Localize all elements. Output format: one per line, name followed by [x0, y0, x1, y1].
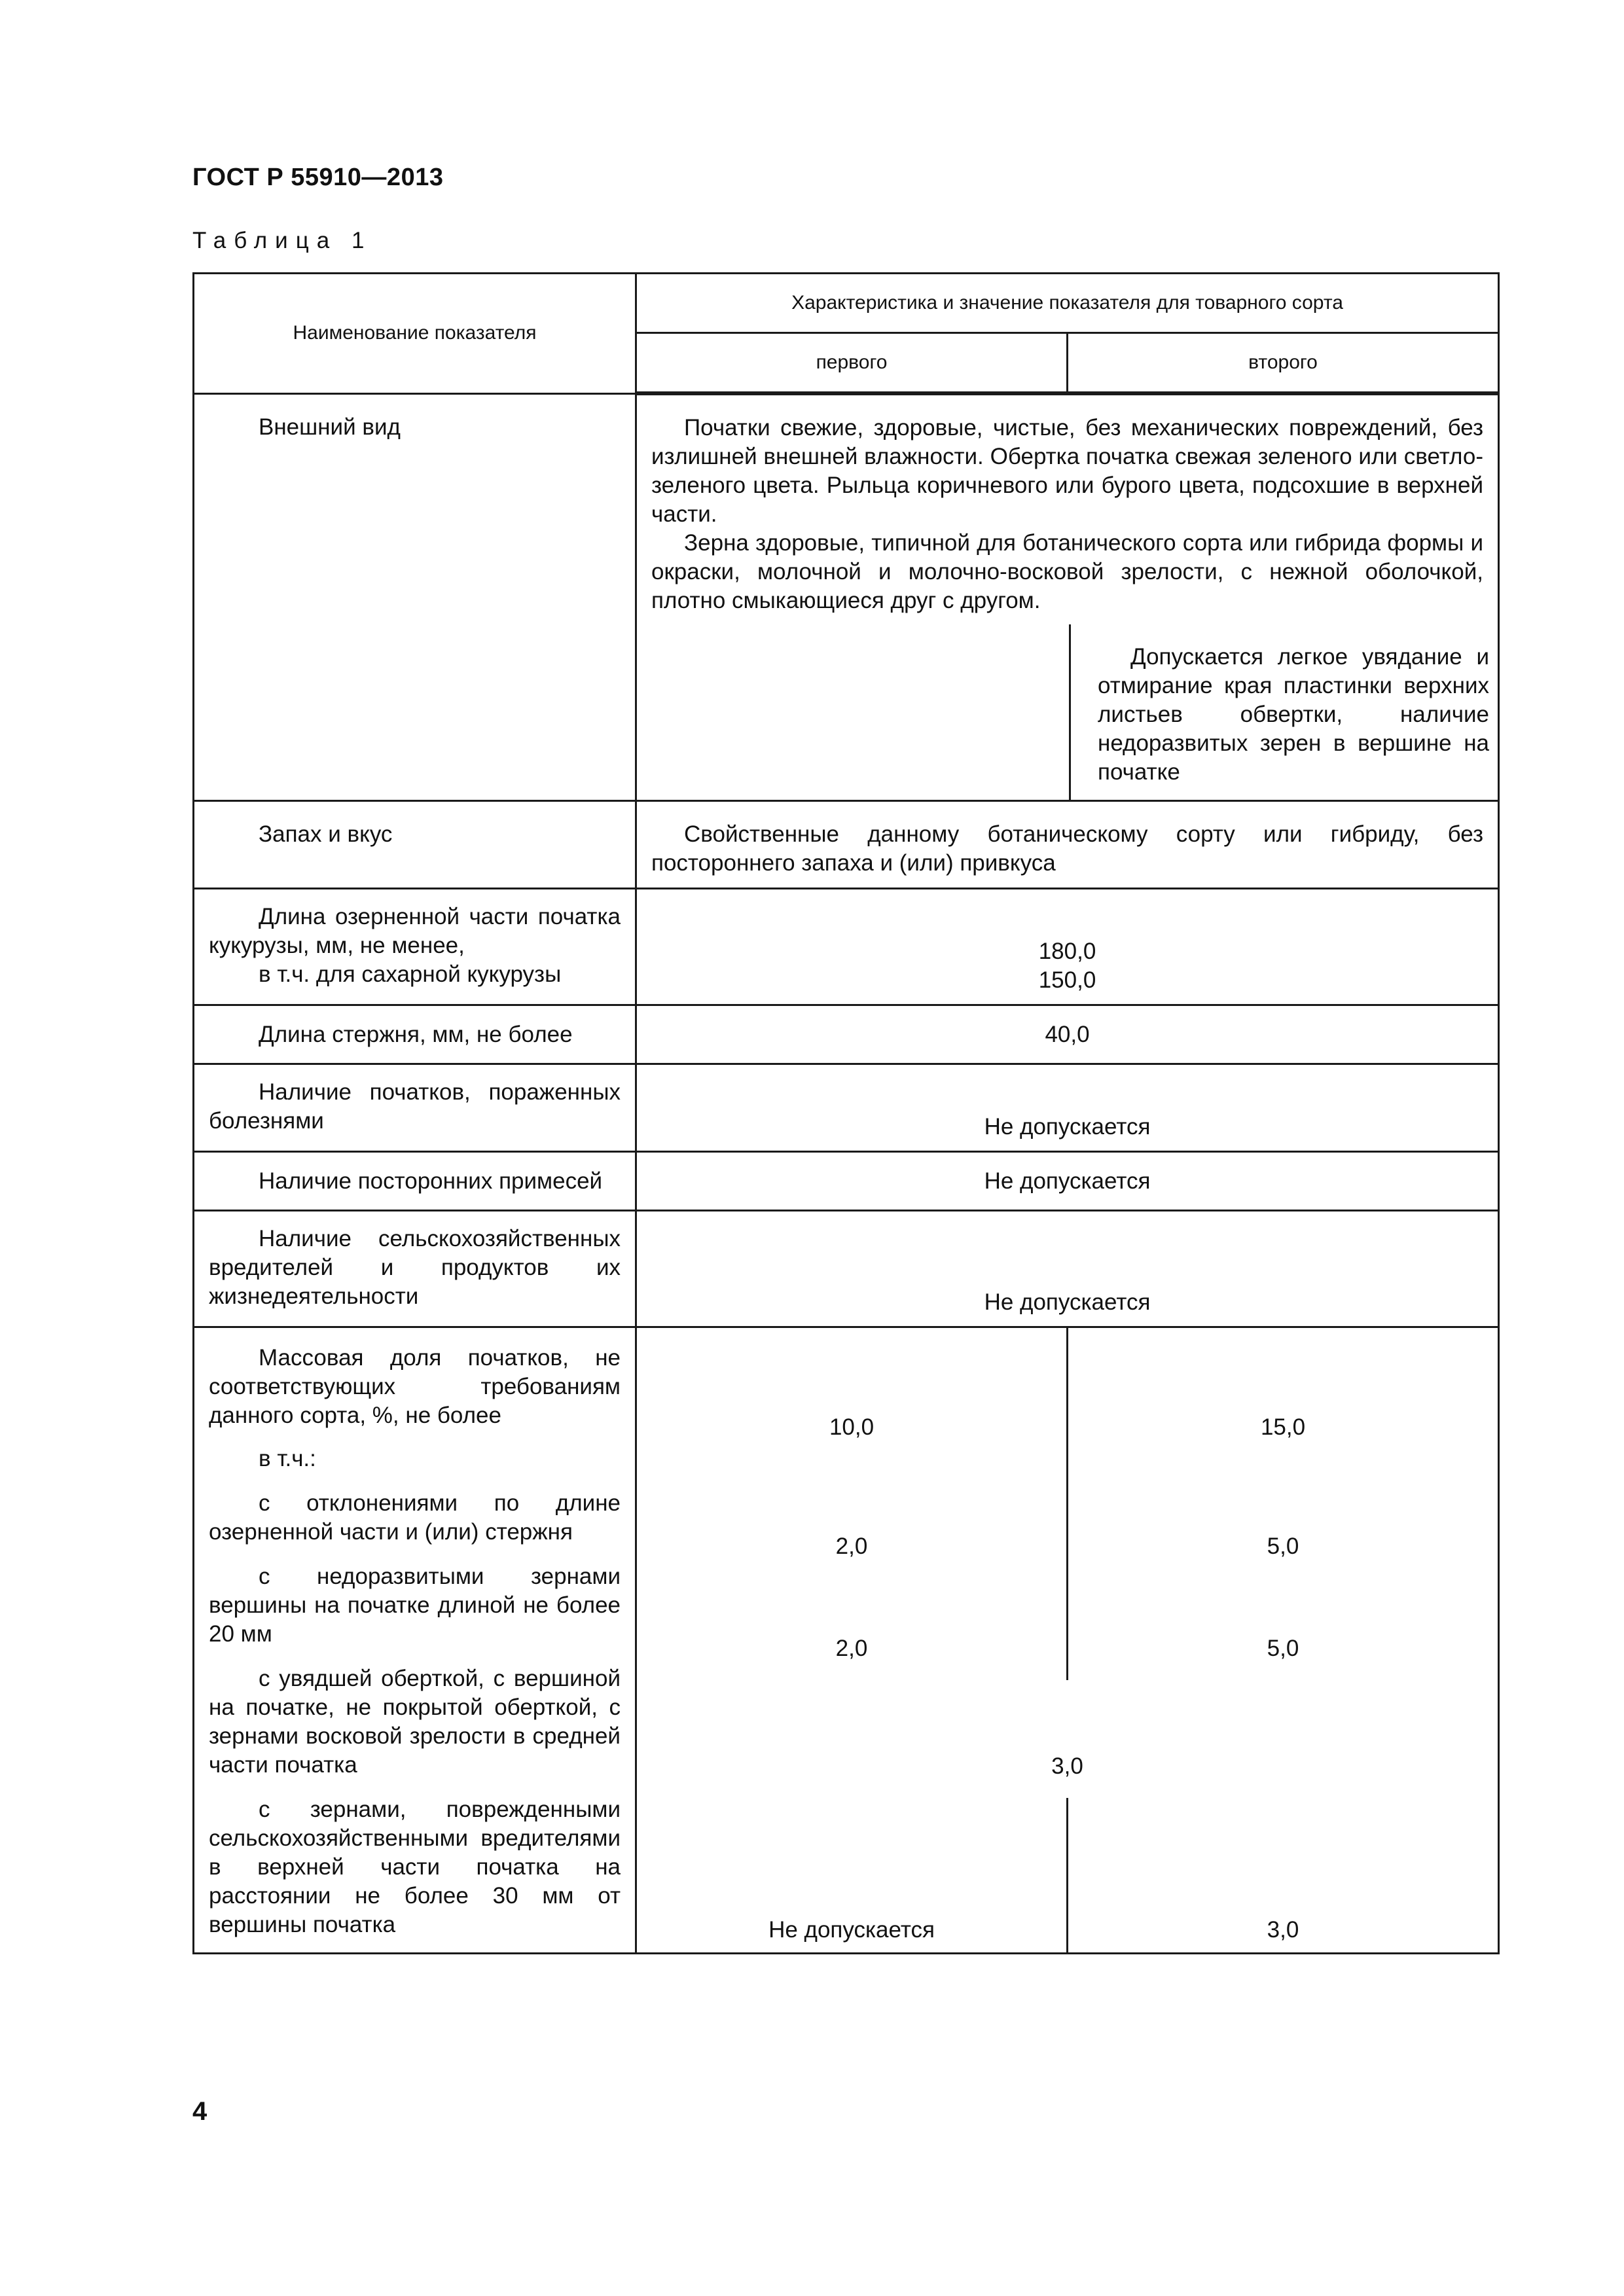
header-characteristic: Характеристика и значение показателя для товарного сорта: [636, 274, 1499, 333]
mass-including-label: в т.ч.:: [259, 1446, 316, 1471]
mass-grade1: 10,0: [829, 1414, 875, 1440]
row-name-impurities: Наличие посторонних примесей: [259, 1168, 603, 1194]
deviation-grade2: 5,0: [1267, 1534, 1299, 1559]
row-name-length-sweet: в т.ч. для сахарной кукурузы: [259, 961, 562, 987]
header-grade-second: второго: [1068, 333, 1499, 394]
length-value-2: 150,0: [1038, 967, 1096, 993]
rod-value: 40,0: [636, 1005, 1499, 1064]
row-name-length: Длина озерненной части початка кукурузы, мм, не менее,: [209, 904, 621, 958]
row-name-rod: Длина стержня, мм, не более: [259, 1021, 573, 1047]
length-value-1: 180,0: [1038, 939, 1096, 964]
row-name-mass: Массовая доля початков, не соответствующих требованиям данного сорта, %, не более: [209, 1345, 621, 1428]
table-row-length: [194, 889, 1499, 1005]
underdeveloped-grade2: 5,0: [1267, 1636, 1299, 1661]
smell-value: Свойственные данному ботаническому сорту или гибриду, без постороннего запаха и (или) привкуса: [651, 821, 1483, 876]
disease-value: Не допускается: [636, 1064, 1499, 1152]
table-caption: Таблица 1: [192, 228, 372, 253]
page-number: 4: [192, 2097, 208, 2126]
row-name-damaged: с зернами, поврежденными сельскохозяйственными вредителями в верхней части початка на расстоянии не более 30 мм от вершины початка: [209, 1797, 621, 1937]
table-row-pests: [194, 1211, 1499, 1327]
column-divider: [1069, 624, 1071, 800]
row-name-smell: Запах и вкус: [259, 821, 393, 847]
row-name-disease: Наличие початков, пораженных болезнями: [209, 1079, 621, 1134]
table-row-smell: [194, 801, 1499, 889]
appearance-text-1: Початки свежие, здоровые, чистые, без механических повреждений, без излишней внешней влажности. Обертка початка свежая зеленого или светло-зеленого цвета. Рыльца коричневого или бурого цвета, подсохшие в верхней части.: [651, 415, 1483, 527]
row-name-appearance: Внешний вид: [259, 414, 401, 440]
header-grade-first: первого: [636, 333, 1068, 394]
damaged-grade1: Не допускается: [768, 1917, 935, 1943]
header-indicator: Наименование показателя: [194, 274, 636, 394]
underdeveloped-grade1: 2,0: [835, 1636, 868, 1661]
row-name-deviation: с отклонениями по длине озерненной части и (или) стержня: [209, 1490, 621, 1545]
table-row-mass: [194, 1327, 1499, 1954]
wilted-value: 3,0: [1051, 1753, 1083, 1779]
row-name-pests: Наличие сельскохозяйственных вредителей и продуктов их жизнедеятельности: [209, 1226, 621, 1309]
impurities-value: Не допускается: [636, 1152, 1499, 1211]
table-row-impurities: [194, 1152, 1499, 1211]
row-name-wilted: с увядшей оберткой, с вершиной на початке, не покрытой оберткой, с зернами восковой зрелости в средней части початка: [209, 1666, 621, 1778]
appearance-text-2: Зерна здоровые, типичной для ботанического сорта или гибрида формы и окраски, молочной и молочно-восковой зрелости, с нежной оболочкой, плотно смыкающиеся друг с другом.: [651, 530, 1483, 613]
table-row-rod: [194, 1005, 1499, 1064]
pests-value: Не допускается: [636, 1211, 1499, 1327]
appearance-grade2-note: Допускается легкое увядание и отмирание края пластинки верхних листьев обвертки, наличие недоразвитых зерен в вершине на початке: [1098, 644, 1489, 785]
row-name-underdeveloped: с недоразвитыми зернами вершины на початке длиной не более 20 мм: [209, 1564, 621, 1647]
column-divider-upper: [1066, 1328, 1068, 1680]
table-row-disease: [194, 1064, 1499, 1152]
damaged-grade2: 3,0: [1267, 1917, 1299, 1943]
table-row-appearance: [194, 393, 1499, 801]
deviation-grade1: 2,0: [835, 1534, 868, 1559]
requirements-table: [192, 272, 1500, 1954]
mass-grade2: 15,0: [1260, 1414, 1306, 1440]
document-standard-number: ГОСТ Р 55910—2013: [192, 164, 444, 191]
